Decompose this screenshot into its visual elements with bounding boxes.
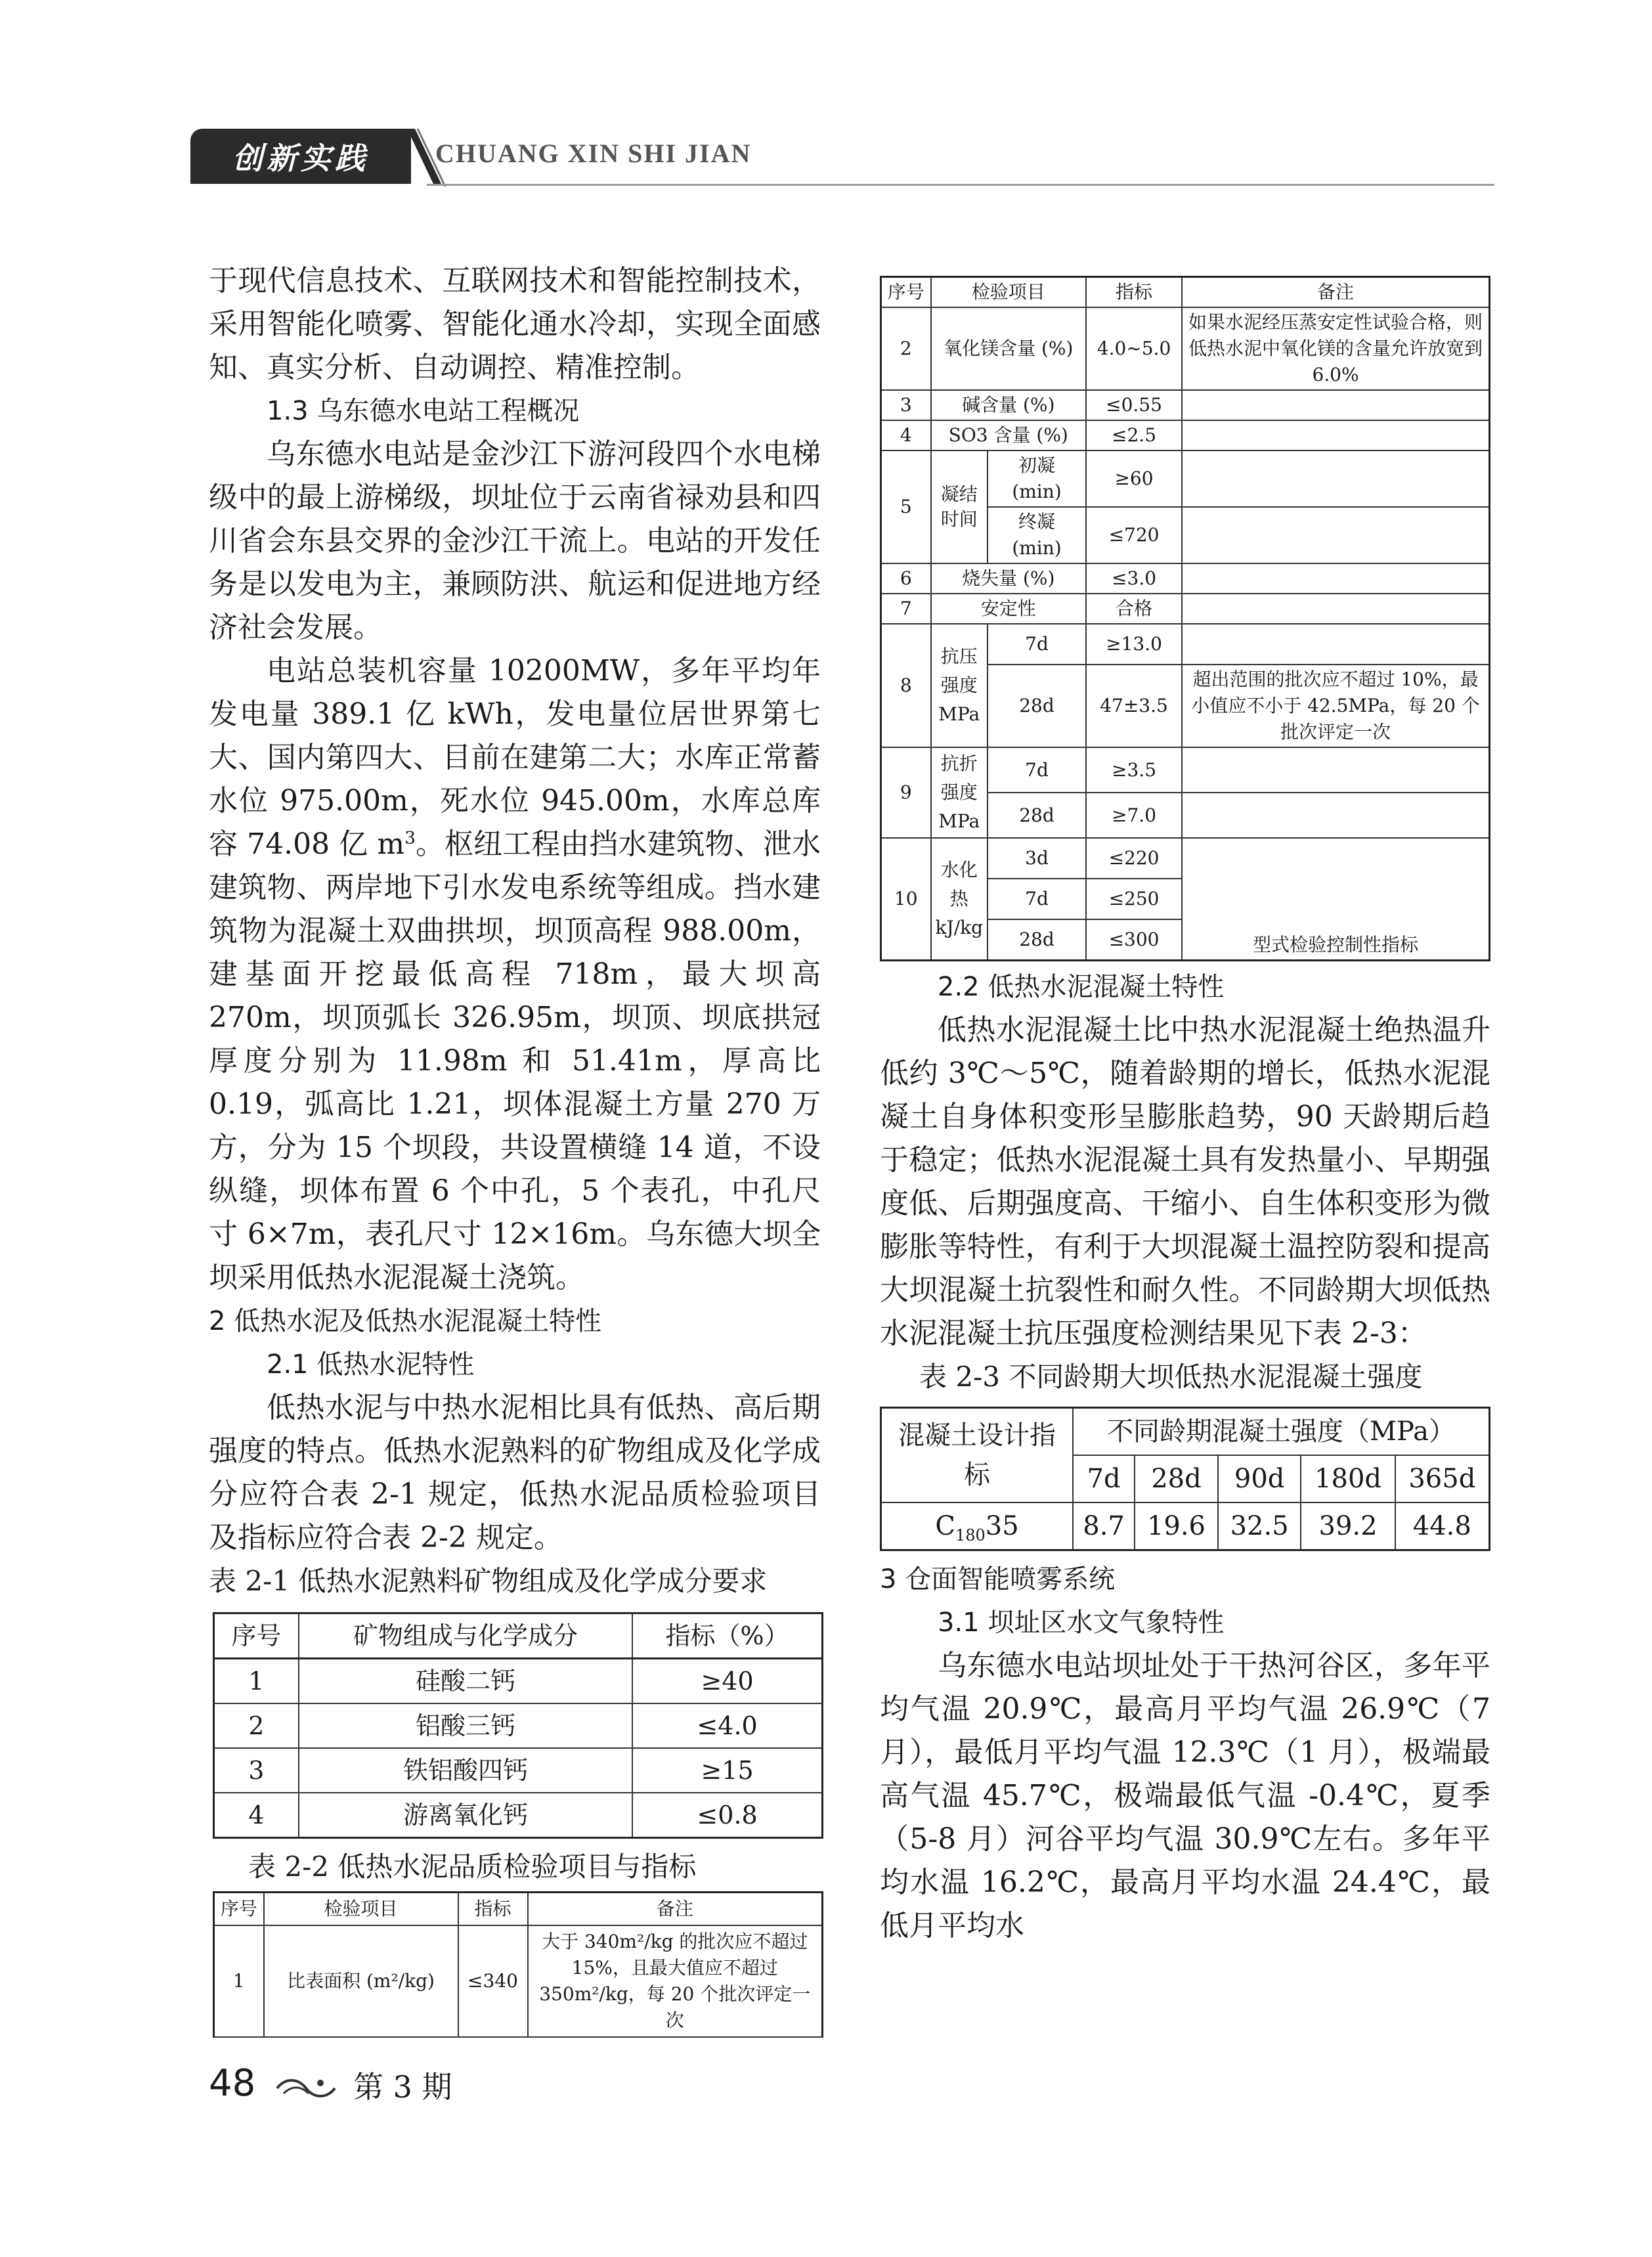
table-header: 序号 — [214, 1613, 299, 1659]
journal-logo-icon — [274, 2074, 337, 2103]
paragraph: 电站总装机容量 10200MW，多年平均年发电量 389.1 亿 kWh，发电量位居世界第七大、国内第四大、目前在建第二大；水库正常蓄水位 975.00m，死水位 945.00m，水库总库容 74.08 亿 $m^3$。枢纽工程由挡水建筑物、泄水建筑物、两岸地下引水发电系统等组成。挡水建筑物为混凝土双曲拱坝，坝顶高程 988.00m，建基面开挖最低高程 718m，最大坝高 270m，坝顶弧长 326.95m，坝顶、坝底拱冠厚度分别为 11.98m 和 51.41m，厚高比 0.19，弧高比 1.21，坝体混凝土方量 270 万方，分为 15 个坝段，共设置横缝 14 道，不设纵缝，坝体布置 6 个中孔，5 个表孔，中孔尺寸 6×7m，表孔尺寸 12×16m。乌东德大坝全坝采用低热水泥混凝土浇筑。 — [209, 654, 821, 1294]
table-header: 混凝土设计指标 — [881, 1408, 1074, 1503]
table-row: 终凝 (min) ≤720 — [881, 507, 1490, 563]
paragraph: 于现代信息技术、互联网技术和智能控制技术，采用智能化喷雾、智能化通水冷却，实现全面感知、真实分析、自动调控、精准控制。 — [209, 264, 821, 384]
table-header: 检验项目 — [931, 277, 1087, 308]
table-row: 3 铁铝酸四钙 ≥15 — [214, 1748, 823, 1793]
table-row: 7 安定性 合格 — [881, 594, 1490, 624]
page-number: 48 — [209, 2062, 256, 2105]
table-header: 序号 — [214, 1893, 264, 1926]
paragraph: 乌东德水电站是金沙江下游河段四个水电梯级中的最上游梯级，坝址位于云南省禄劝县和四川省会东县交界的金沙江干流上。电站的开发任务是以发电为主，兼顾防洪、航运和促进地方经济社会发展。 — [209, 437, 821, 644]
table-row: 8 抗压强度MPa 7d ≥13.0 — [881, 624, 1490, 665]
issue-label: 第 3 期 — [353, 2069, 452, 2105]
table-row: 28d ≤300 — [881, 919, 1490, 961]
left-column — [209, 259, 821, 2038]
table-row: 1 比表面积 (m²/kg) ≤340 大于 340m²/kg 的批次应不超过 15%，且最大值应不超过 350m²/kg，每 20 个批次评定一次 — [214, 1925, 823, 2037]
table-header: 不同龄期混凝土强度（MPa） — [1073, 1408, 1490, 1456]
table-row: 4 SO3 含量 (%) ≤2.5 — [881, 420, 1490, 450]
table-header: 矿物组成与化学成分 — [299, 1613, 632, 1659]
section-heading-1-3: 1.3 乌东德水电站工程概况 — [267, 396, 580, 426]
section-heading-3-1: 3.1 坝址区水文气象特性 — [938, 1608, 1225, 1638]
table-row: 3 碱含量 (%) ≤0.55 — [881, 390, 1490, 420]
table-row: 6 烧失量 (%) ≤3.0 — [881, 563, 1490, 594]
table-2-2-part-2 — [880, 276, 1490, 961]
section-heading-2-1: 2.1 低热水泥特性 — [267, 1349, 475, 1380]
table-row: 9 抗折强度MPa 7d ≥3.5 — [881, 747, 1490, 793]
table-header: 备注 — [1182, 277, 1489, 308]
table-row: 1 硅酸二钙 ≥40 — [214, 1659, 823, 1704]
table-header: 备注 — [528, 1893, 823, 1926]
column-english-title: CHUANG XIN SHI JIAN — [435, 139, 752, 168]
design-grade-cell: $C_{180}35$ — [881, 1502, 1074, 1550]
table-row: 28d ≥7.0 — [881, 793, 1490, 838]
table-header: 365d — [1395, 1455, 1490, 1502]
paragraph: 低热水泥与中热水泥相比具有低热、高后期强度的特点。低热水泥熟料的矿物组成及化学成分应符合表 2-1 规定，低热水泥品质检验项目及指标应符合表 2-2 规定。 — [209, 1391, 821, 1554]
table-row: 10 水化热kJ/kg 3d ≤220 型式检验控制性指标 — [881, 838, 1490, 879]
table-row: 2 铝酸三钙 ≤4.0 — [214, 1703, 823, 1748]
table-header: 检验项目 — [264, 1893, 458, 1926]
table-row: 7d ≤250 — [881, 879, 1490, 919]
table-header: 指标 — [458, 1893, 528, 1926]
table-row: 28d 47±3.5 超出范围的批次应不超过 10%，最小值应不小于 42.5MPa，每 20 个批次评定一次 — [881, 665, 1490, 747]
table-row: 4 游离氧化钙 ≤0.8 — [214, 1793, 823, 1838]
table-2-1 — [213, 1612, 823, 1839]
section-heading-2-2: 2.2 低热水泥混凝土特性 — [938, 972, 1225, 1002]
table-header: 指标 — [1086, 277, 1182, 308]
table-caption-2-2: 表 2-2 低热水泥品质检验项目与指标 — [248, 1851, 697, 1883]
section-heading-2: 2 低热水泥及低热水泥混凝土特性 — [209, 1306, 602, 1336]
right-column — [880, 276, 1490, 1948]
header-rule — [427, 184, 1494, 186]
table-header: 指标（%） — [632, 1613, 822, 1659]
table-row: 2 氧化镁含量 (%) 4.0~5.0 如果水泥经压蒸安定性试验合格，则低热水泥中氧化镁的含量允许放宽到 6.0% — [881, 307, 1490, 390]
table-2-3 — [880, 1407, 1490, 1551]
table-2-2-part-1 — [213, 1891, 823, 2038]
table-row: 5 凝结时间 初凝 (min) ≥60 — [881, 450, 1490, 507]
column-badge: 创新实践 — [190, 129, 411, 184]
paragraph: 低热水泥混凝土比中热水泥混凝土绝热温升低约 3℃～5℃，随着龄期的增长，低热水泥混凝土自身体积变形呈膨胀趋势，90 天龄期后趋于稳定；低热水泥混凝土具有发热量小、早期强度低、后期强度高、干缩小、自生体积变形为微膨胀等特性，有利于大坝混凝土温控防裂和提高大坝混凝土抗裂性和耐久性。不同龄期大坝低热水泥混凝土抗压强度检测结果见下表 2-3： — [880, 1013, 1490, 1350]
table-header: 90d — [1218, 1455, 1301, 1502]
paragraph: 乌东德水电站坝址处于干热河谷区，多年平均气温 20.9℃，最高月平均气温 26.9℃（7 月），最低月平均气温 12.3℃（1 月），极端最高气温 45.7℃，极端最低气温 -0.4℃，夏季（5-8 月）河谷平均气温 30.9℃左右。多年平均水温 16.2℃，最高月平均水温 24.4℃，最低月平均水 — [880, 1649, 1490, 1942]
table-header: 28d — [1135, 1455, 1218, 1502]
table-header: 7d — [1073, 1455, 1135, 1502]
table-caption-2-1: 表 2-1 低热水泥熟料矿物组成及化学成分要求 — [209, 1565, 768, 1597]
table-header: 180d — [1301, 1455, 1395, 1502]
section-heading-3: 3 仓面智能喷雾系统 — [880, 1564, 1116, 1594]
table-header: 序号 — [881, 277, 931, 308]
table-caption-2-3: 表 2-3 不同龄期大坝低热水泥混凝土强度 — [919, 1361, 1423, 1393]
table-row: $C_{180}35$ 8.7 19.6 32.5 39.2 44.8 — [881, 1502, 1490, 1550]
